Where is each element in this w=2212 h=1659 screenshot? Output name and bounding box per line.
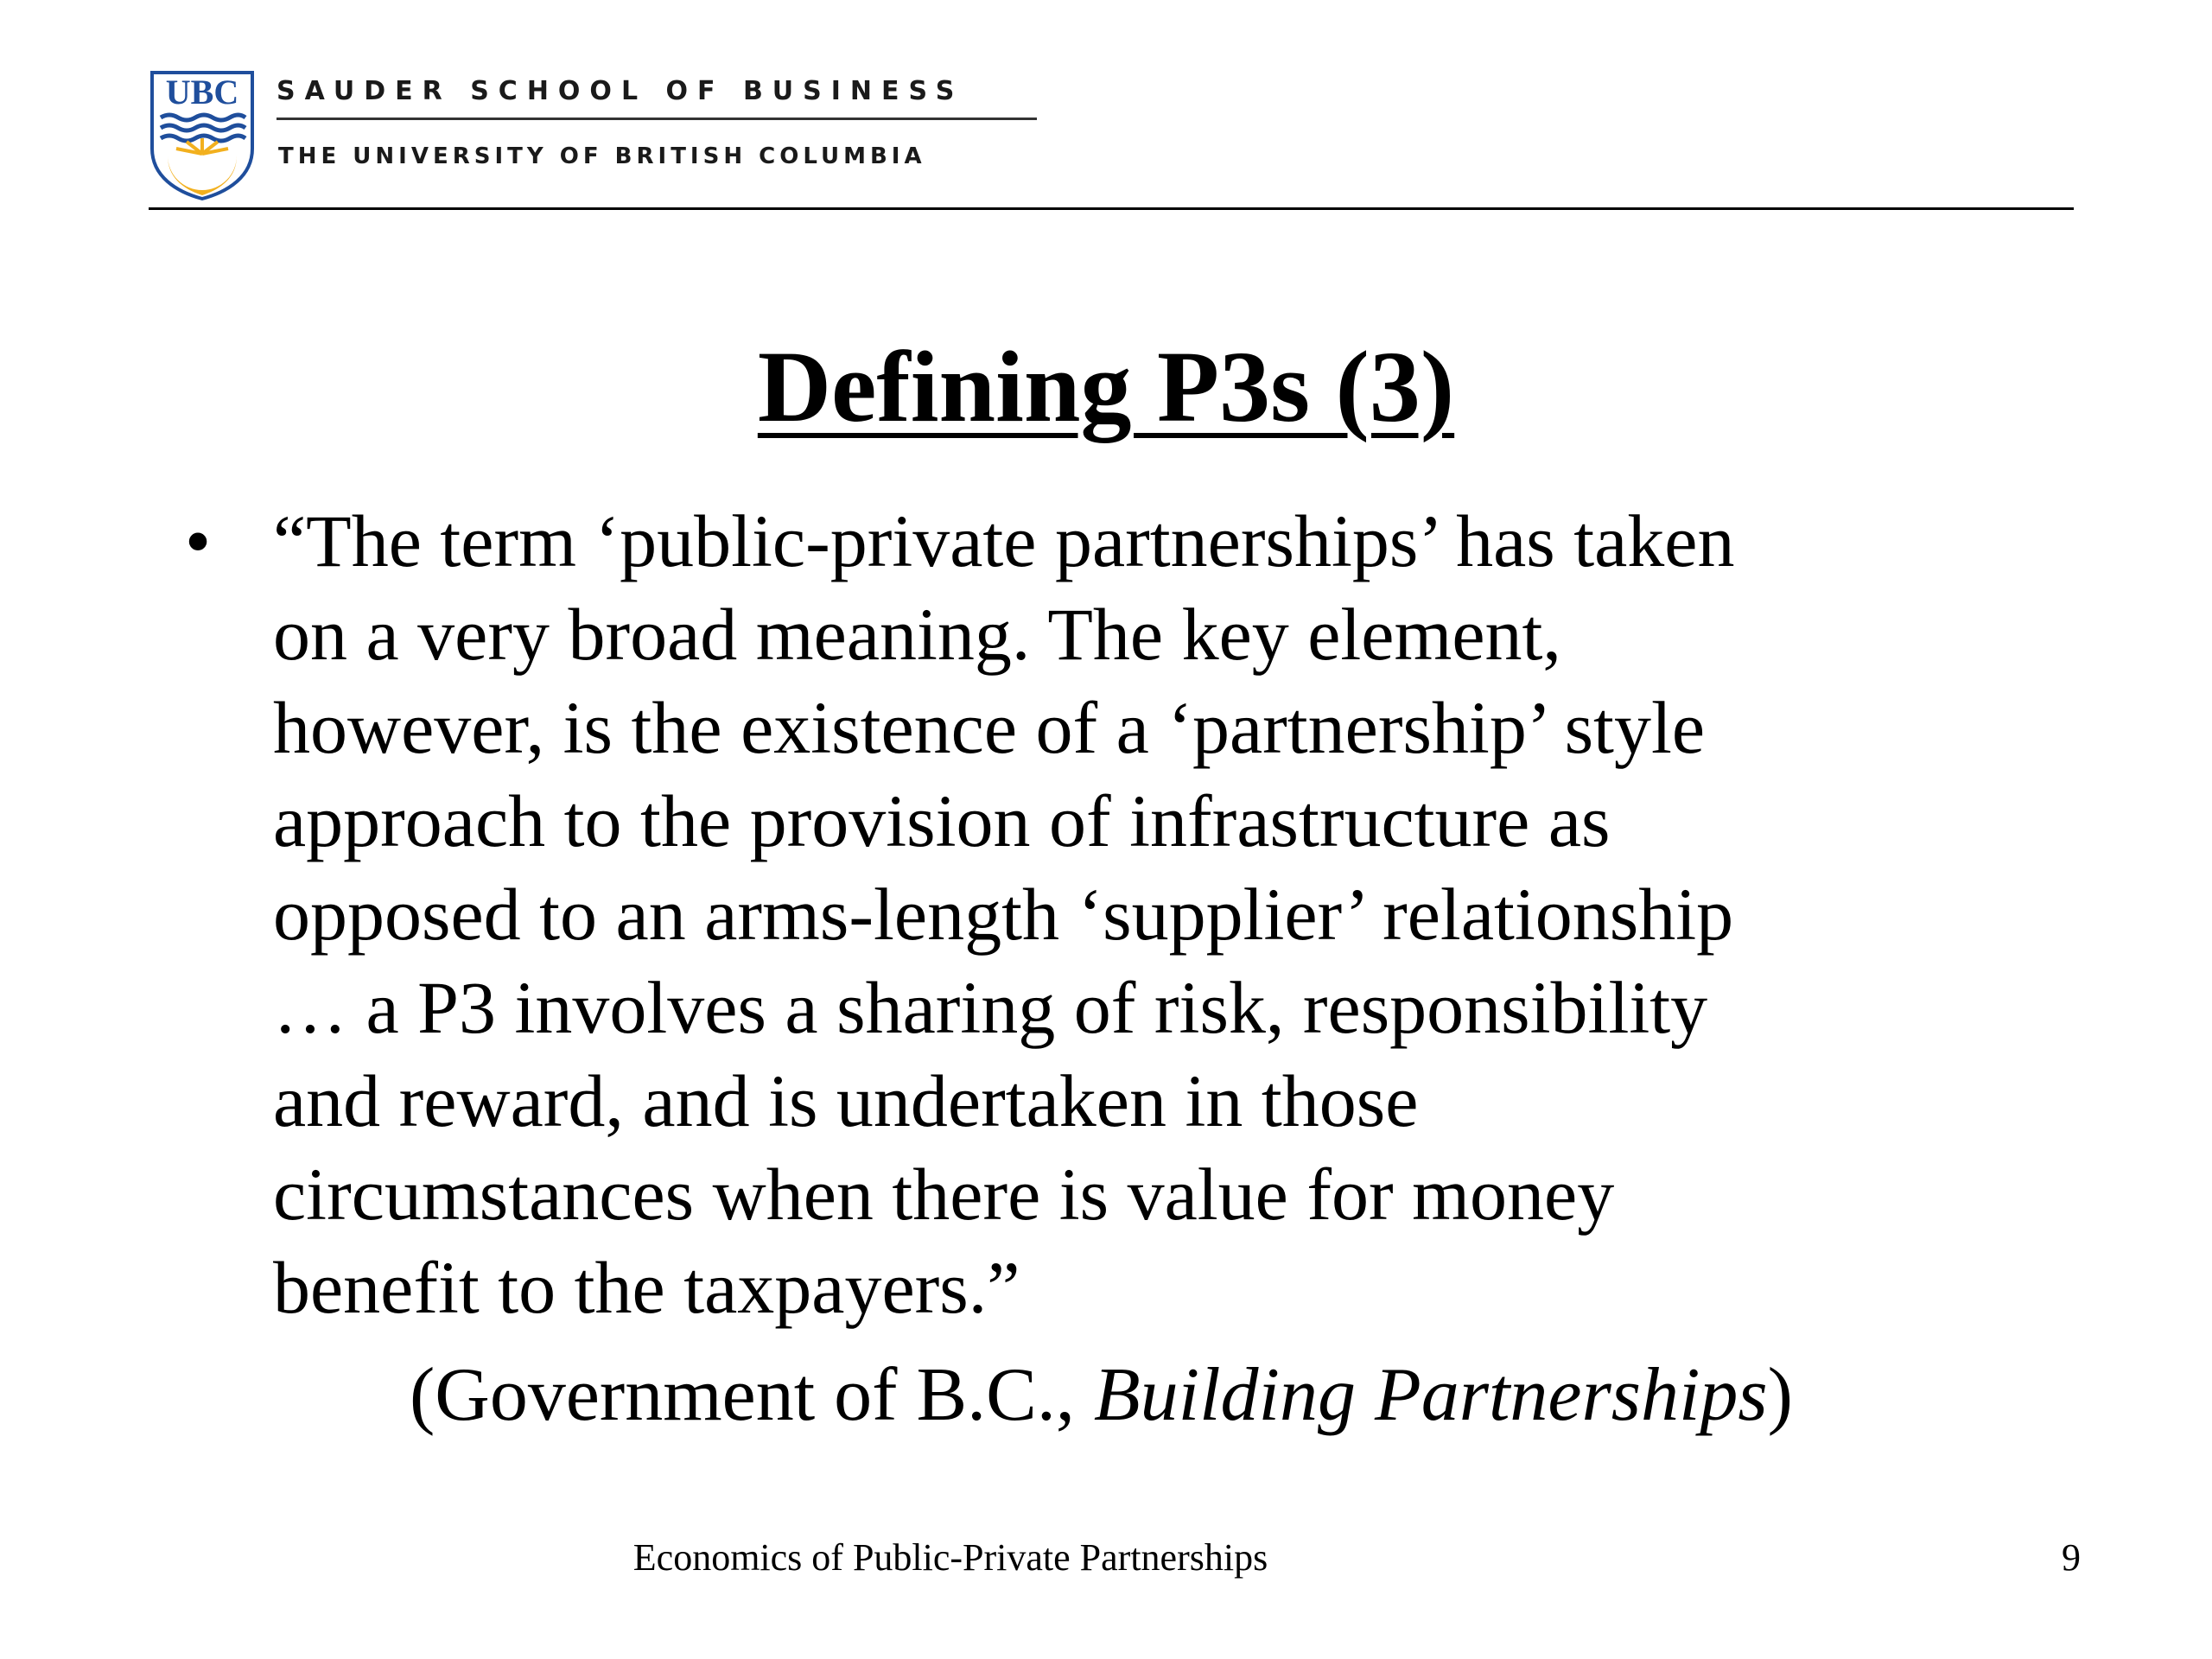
citation-source-title: Building Partnerships xyxy=(1093,1353,1768,1437)
quote-line: however, is the existence of a ‘partnership’ style xyxy=(273,686,1706,769)
quote-line: on a very broad meaning. The key element, xyxy=(273,593,1561,676)
quote-line: approach to the provision of infrastructure as xyxy=(273,779,1611,862)
citation-suffix: ) xyxy=(1767,1353,1793,1437)
header-rule xyxy=(149,207,2074,210)
quote-text xyxy=(273,494,2018,1334)
quote-line: … a P3 involves a sharing of risk, responsibility xyxy=(273,966,1708,1049)
university-name: THE UNIVERSITY OF BRITISH COLUMBIA xyxy=(278,143,926,169)
svg-text:UBC: UBC xyxy=(165,73,239,111)
citation xyxy=(410,1348,1793,1443)
page-number: 9 xyxy=(2062,1536,2081,1579)
quote-line: opposed to an arms-length ‘supplier’ relationship xyxy=(273,873,1734,956)
header xyxy=(149,69,1047,200)
school-name: SAUDER SCHOOL OF BUSINESS xyxy=(276,76,964,106)
citation-prefix: (Government of B.C., xyxy=(410,1353,1094,1437)
quote-line: circumstances when there is value for money xyxy=(273,1153,1615,1236)
bullet-icon: • xyxy=(185,499,212,582)
quote-line: benefit to the taxpayers.” xyxy=(273,1246,1020,1329)
footer-title: Economics of Public-Private Partnerships xyxy=(632,1536,1268,1579)
quote-line: “The term ‘public-private partnerships’ has taken xyxy=(273,499,1735,582)
slide-title: Defining P3s (3) xyxy=(757,330,1455,443)
header-divider xyxy=(276,118,1037,120)
ubc-crest-logo xyxy=(149,69,256,200)
quote-line: and reward, and is undertaken in those xyxy=(273,1059,1419,1142)
